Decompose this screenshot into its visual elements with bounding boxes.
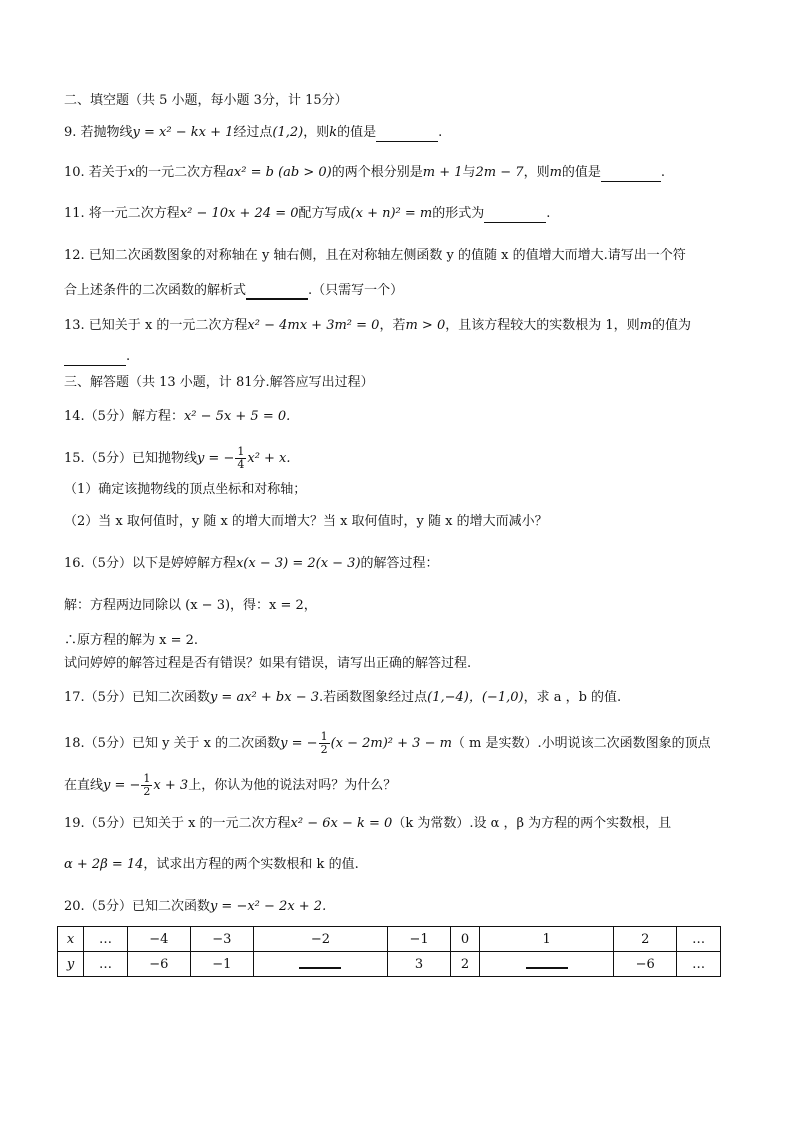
table-row-x bbox=[58, 927, 721, 952]
question-12-line-1: 12. 已知二次函数图象的对称轴在 y 轴右侧，且在对称轴左侧函数 y 的值随 x 的值增大而增大.请写出一个符 bbox=[64, 248, 686, 263]
question-13-answer-line: . bbox=[64, 348, 734, 366]
question-11: 11. 将一元二次方程x² − 10x + 24 = 0配方写成(x + n)² = m的形式为 . bbox=[64, 206, 551, 221]
table-cell: −1 bbox=[388, 927, 451, 952]
answer-blank-13[interactable] bbox=[64, 351, 126, 366]
table-cell: y bbox=[58, 952, 84, 977]
section-2-heading: 二、填空题（共 5 小题，每小题 3分，计 15分） bbox=[64, 93, 348, 108]
table-cell: −3 bbox=[190, 927, 253, 952]
question-10: 10. 若关于x的一元二次方程ax² = b (ab > 0)的两个根分别是m + 1与2m − 7，则m的值是 . bbox=[64, 165, 666, 180]
question-18-line-2: 在直线y = − $\frac{1}{2}$ x + 3上，你认为他的说法对吗？为什么？ bbox=[64, 772, 397, 798]
question-15: 15.（5分）已知抛物线y = − $\frac{1}{4}$ x² + x. bbox=[64, 445, 291, 471]
question-16-prompt: 试问婷婷的解答过程是否有错误？如果有错误，请写出正确的解答过程. bbox=[64, 656, 472, 671]
question-16: 16.（5分）以下是婷婷解方程x(x − 3) = 2(x − 3)的解答过程： bbox=[64, 556, 439, 571]
table-cell: 3 bbox=[388, 952, 451, 977]
table-cell: −1 bbox=[190, 952, 253, 977]
table-cell: 0 bbox=[451, 927, 480, 952]
question-16-solution-2: ∴原方程的解为 x = 2. bbox=[64, 633, 199, 648]
question-15-part-2: （2）当 x 取何值时，y 随 x 的增大而增大？当 x 取何值时，y 随 x 的增大而减小？ bbox=[64, 514, 548, 529]
question-9: 9. 若抛物线y = x² − kx + 1经过点(1,2)，则k的值是 . bbox=[64, 125, 443, 140]
table-cell: … bbox=[84, 952, 128, 977]
table-cell: … bbox=[677, 952, 721, 977]
value-table bbox=[57, 926, 721, 977]
answer-blank-y-minus-2[interactable] bbox=[299, 955, 341, 969]
question-19-line-2: α + 2β = 14，试求出方程的两个实数根和 k 的值. bbox=[64, 857, 359, 872]
question-15-part-1: （1）确定该抛物线的顶点坐标和对称轴； bbox=[64, 482, 307, 497]
answer-blank-11[interactable] bbox=[484, 208, 546, 223]
table-cell: −6 bbox=[614, 952, 677, 977]
question-14: 14.（5分）解方程：x² − 5x + 5 = 0. bbox=[64, 409, 291, 424]
table-cell: −2 bbox=[253, 927, 387, 952]
fraction: $\frac{1}{2}$ bbox=[143, 772, 151, 798]
table-cell: 1 bbox=[479, 927, 613, 952]
section-3-heading: 三、解答题（共 13 小题，计 81分.解答应写出过程） bbox=[64, 375, 374, 390]
answer-blank-12[interactable] bbox=[246, 284, 308, 300]
question-12-line-2: 合上述条件的二次函数的解析式 .（只需写一个） bbox=[64, 283, 404, 298]
question-17: 17.（5分）已知二次函数y = ax² + bx − 3.若函数图象经过点(1,−4)，(−1,0)，求 a ，b 的值. bbox=[64, 690, 622, 705]
fraction: $\frac{1}{2}$ bbox=[320, 730, 328, 756]
table-cell: −6 bbox=[127, 952, 190, 977]
table-cell: 2 bbox=[451, 952, 480, 977]
question-19: 19.（5分）已知关于 x 的一元二次方程x² − 6x − k = 0（k 为常数）.设 α ，β 为方程的两个实数根，且 bbox=[64, 816, 672, 831]
answer-blank-y-1[interactable] bbox=[526, 955, 568, 969]
answer-blank-10[interactable] bbox=[601, 167, 661, 182]
fraction: $\frac{1}{4}$ bbox=[237, 445, 245, 471]
answer-blank-9[interactable] bbox=[376, 127, 438, 142]
table-cell: x bbox=[58, 927, 84, 952]
table-cell: 2 bbox=[614, 927, 677, 952]
table-cell-blank[interactable] bbox=[479, 952, 613, 977]
table-cell-blank[interactable] bbox=[253, 952, 387, 977]
table-cell: … bbox=[677, 927, 721, 952]
table-cell: −4 bbox=[127, 927, 190, 952]
question-18: 18.（5分）已知 y 关于 x 的二次函数y = − $\frac{1}{2}$ (x − 2m)² + 3 − m（ m 是实数）.小明说该二次函数图象的顶点 bbox=[64, 730, 711, 756]
question-20: 20.（5分）已知二次函数y = −x² − 2x + 2. bbox=[64, 899, 327, 914]
question-13: 13. 已知关于 x 的一元二次方程x² − 4mx + 3m² = 0，若m > 0，且该方程较大的实数根为 1，则m的值为 bbox=[64, 318, 691, 333]
question-16-solution-1: 解：方程两边同除以 (x − 3)，得：x = 2， bbox=[64, 598, 317, 613]
table-row-y bbox=[58, 952, 721, 977]
table-cell: … bbox=[84, 927, 128, 952]
